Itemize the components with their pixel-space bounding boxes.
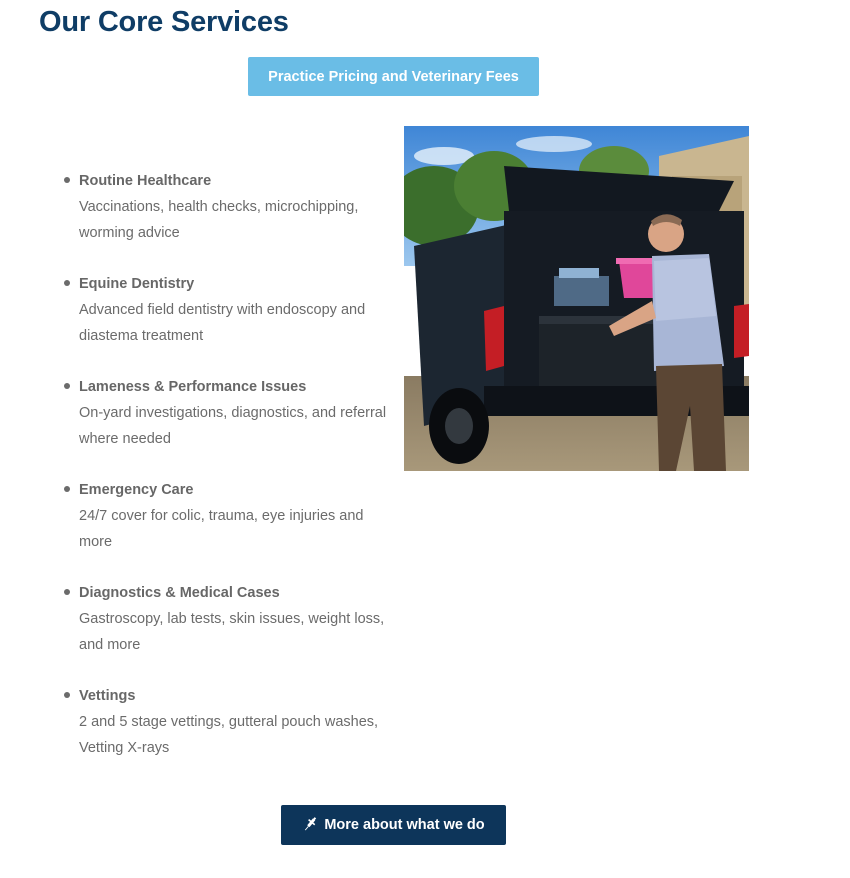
service-item-routine-healthcare bbox=[61, 168, 391, 246]
service-description: 2 and 5 stage vettings, gutteral pouch washes, Vetting X-rays bbox=[79, 714, 379, 756]
service-title: Lameness & Performance Issues bbox=[79, 379, 307, 395]
service-description: 24/7 cover for colic, trauma, eye injuries and more bbox=[79, 508, 364, 550]
service-description: Advanced field dentistry with endoscopy and diastema treatment bbox=[79, 302, 366, 344]
section-title: Our Core Services bbox=[39, 6, 289, 38]
service-item-emergency-care bbox=[61, 477, 391, 555]
service-title: Diagnostics & Medical Cases bbox=[79, 585, 280, 601]
service-item-diagnostics bbox=[61, 580, 391, 658]
syringe-icon bbox=[302, 817, 318, 833]
pricing-fees-button[interactable]: Practice Pricing and Veterinary Fees bbox=[248, 57, 539, 96]
service-item-equine-dentistry bbox=[61, 271, 391, 349]
service-description: On-yard investigations, diagnostics, and referral where needed bbox=[79, 405, 387, 447]
more-about-label: More about what we do bbox=[324, 817, 485, 833]
services-list bbox=[61, 168, 391, 786]
more-about-button[interactable] bbox=[281, 805, 506, 845]
service-description: Gastroscopy, lab tests, skin issues, weight loss, and more bbox=[79, 611, 385, 653]
service-item-lameness bbox=[61, 374, 391, 452]
service-title: Emergency Care bbox=[79, 482, 194, 498]
service-title: Equine Dentistry bbox=[79, 276, 195, 292]
service-title: Vettings bbox=[79, 688, 136, 704]
service-item-vettings bbox=[61, 683, 391, 761]
service-title: Routine Healthcare bbox=[79, 173, 212, 189]
vet-truck-photo bbox=[404, 126, 749, 471]
service-description: Vaccinations, health checks, microchipping, worming advice bbox=[79, 199, 359, 241]
